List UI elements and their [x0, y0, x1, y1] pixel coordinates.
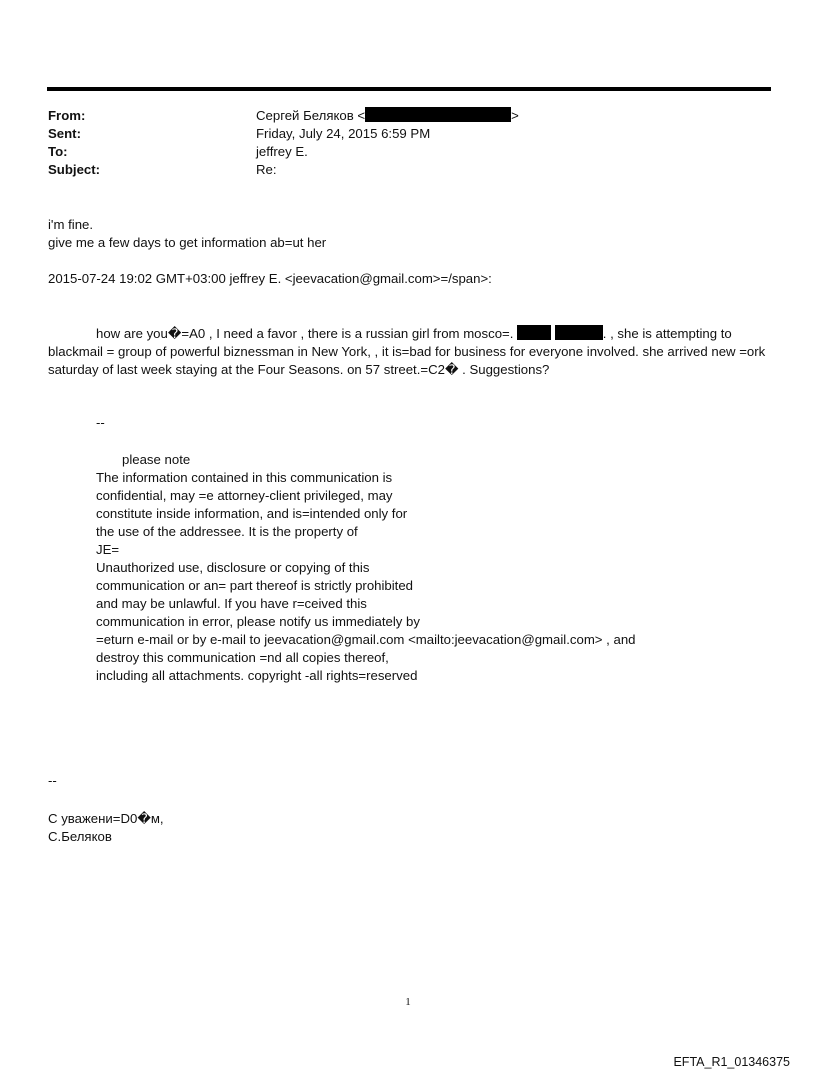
disclaimer-line: and may be unlawful. If you have r=ceived this [96, 596, 367, 611]
disclaimer-line: confidential, may =e attorney-client privileged, may [96, 488, 393, 503]
disclaimer-line: communication or an= part thereof is strictly prohibited [96, 578, 414, 593]
redaction-block [555, 325, 603, 340]
disclaimer-line: constitute inside information, and is=intended only for [96, 506, 408, 521]
reply-line-2: give me a few days to get information ab=ut her [48, 235, 327, 250]
to-value: jeffrey E. [256, 144, 308, 159]
disclaimer-body [96, 469, 636, 685]
document-id: EFTA_R1_01346375 [673, 1055, 790, 1069]
quoted-part-1: how are you�=A0 , I need a favor , there is a russian girl from mosco=. [96, 326, 514, 341]
disclaimer-line: destroy this communication =nd all copies thereof, [96, 650, 389, 665]
from-close: > [511, 108, 519, 123]
reply-line-1: i'm fine. [48, 217, 94, 232]
disclaimer-line: Unauthorized use, disclosure or copying of this [96, 560, 370, 575]
to-label: To: [48, 144, 68, 159]
quoted-part-2: . , she is attempting to blackmail = group of powerful biznessman in New York, , it is=bad for business for everyone involved. she arrived new =ork saturday of last week staying at the Four Seasons. on 57 street.=C2� . Suggestions? [48, 326, 766, 377]
subject-label: Subject: [48, 162, 101, 177]
from-name: Сергей Беляков < [256, 108, 366, 123]
disclaimer-line: communication in error, please notify us immediately by [96, 614, 420, 629]
disclaimer-line: The information contained in this communication is [96, 470, 393, 485]
disclaimer-line: including all attachments. copyright -all rights=reserved [96, 668, 418, 683]
from-label: From: [48, 108, 86, 123]
disclaimer-line: =eturn e-mail or by e-mail to jeevacation@gmail.com <mailto:jeevacation@gmail.com> , and [96, 632, 636, 647]
quoted-message [48, 325, 773, 379]
signature-dash: -- [48, 773, 57, 788]
signature-line-2: С.Беляков [48, 829, 112, 844]
disclaimer-heading: please note [122, 452, 191, 467]
disclaimer-line: JE= [96, 542, 120, 557]
disclaimer-dash: -- [96, 415, 105, 430]
from-value [256, 107, 519, 125]
disclaimer-line: the use of the addressee. It is the property of [96, 524, 358, 539]
redaction-block [517, 325, 551, 340]
signature-line-1: С уважени=D0�м, [48, 811, 164, 826]
redaction-block [365, 107, 511, 122]
sent-value: Friday, July 24, 2015 6:59 PM [256, 126, 431, 141]
subject-value: Re: [256, 162, 277, 177]
sent-label: Sent: [48, 126, 81, 141]
page-number: 1 [405, 996, 411, 1008]
quote-header: 2015-07-24 19:02 GMT+03:00 jeffrey E. <jeevacation@gmail.com>=/span>: [48, 271, 492, 286]
header-rule [47, 87, 771, 91]
